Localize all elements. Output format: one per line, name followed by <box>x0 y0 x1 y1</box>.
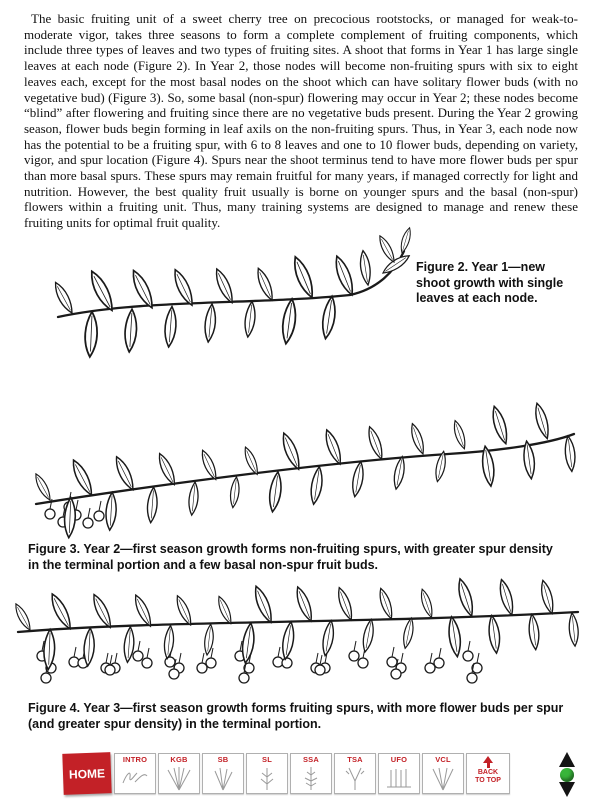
figure2-caption: Figure 2. Year 1—new shoot growth with single leaves at each node. <box>416 260 564 305</box>
figure4-caption: Figure 4. Year 3—first season growth forms fruiting spurs, with more flower buds per spur (and greater spur density) in the terminal portion. <box>28 701 564 731</box>
nav-button-intro[interactable] <box>114 753 156 794</box>
bottom-navigation-bar <box>0 751 600 798</box>
ssa-thumbnail-sketch <box>296 765 326 791</box>
sl-thumbnail-sketch <box>252 765 282 791</box>
scroll-up-arrow-icon[interactable] <box>559 752 575 767</box>
nav-button-vcl[interactable] <box>422 753 464 794</box>
nav-button-label: SSA <box>302 755 320 764</box>
up-arrow-stem <box>487 763 490 768</box>
ufo-thumbnail-sketch <box>384 765 414 791</box>
back-to-top-button[interactable] <box>466 753 510 794</box>
figure3-caption: Figure 3. Year 2—first season growth forms non-fruiting spurs, with greater spur density in the terminal portion and a few basal non-spur fruit buds. <box>28 542 553 572</box>
sb-thumbnail-sketch <box>208 765 238 791</box>
scroll-indicator[interactable] <box>560 768 574 782</box>
nav-button-label: SL <box>262 755 272 764</box>
nav-button-label: UFO <box>390 755 408 764</box>
figure3-illustration <box>28 412 578 537</box>
body-paragraph: The basic fruiting unit of a sweet cherry tree on precocious rootstocks, or managed for weak-to-moderate vigor, takes three seasons to form a complete complement of fruiting components, which include three types of leaves and two types of fruiting sites. A shoot that forms in Year 1 has large single leaves at each node (Figure 2). In Year 2, those nodes will become non-fruiting spurs with six to eight leaves each, except for the most basal nodes on the shoot which can have solitary flower buds (with no vegetative bud) (Figure 3). So, some basal (non-spur) flowering may occur in Year 2; these nodes become “blind” after flowering and fruiting since there are no vegetative buds present. During the Year 2 growing season, flower buds begin forming in leaf axils on the non-fruiting spurs. Thus, in Year 3, each node now has the potential to be a fruiting spur, with 6 to 8 leaves and one to 10 flower buds, depending on variety, vigor, and spur location (Figure 4). Spurs near the shoot terminus tend to have more flower buds per spur than more basal spurs. These spurs may remain fruitful for many years, if managed correctly for light and nutrition. However, the best quality fruit usually is borne on younger spurs and the basal (non-spur) flowers within a fruiting unit. Thus, many training systems are designed to manage and renew these fruiting units for optimal fruit quality. <box>24 11 578 231</box>
page-scroll-widget <box>552 752 582 797</box>
back-to-top-label: BACK TO TOP <box>475 769 501 784</box>
tsa-thumbnail-sketch <box>340 765 370 791</box>
nav-button-strip <box>114 753 464 794</box>
figure4-illustration <box>12 580 590 695</box>
scroll-down-arrow-icon[interactable] <box>559 782 575 797</box>
figure2-illustration <box>52 245 412 360</box>
nav-button-sl[interactable] <box>246 753 288 794</box>
nav-button-sb[interactable] <box>202 753 244 794</box>
nav-button-label: INTRO <box>122 755 148 764</box>
nav-button-kgb[interactable] <box>158 753 200 794</box>
up-arrow-icon <box>483 756 493 763</box>
home-button[interactable]: HOME <box>62 752 111 795</box>
vcl-thumbnail-sketch <box>428 765 458 791</box>
intro-thumbnail-sketch <box>120 765 150 791</box>
nav-button-label: SB <box>217 755 229 764</box>
nav-button-label: VCL <box>435 755 451 764</box>
nav-button-ufo[interactable] <box>378 753 420 794</box>
nav-button-label: TSA <box>347 755 363 764</box>
kgb-thumbnail-sketch <box>164 765 194 791</box>
nav-button-label: KGB <box>170 755 188 764</box>
nav-button-tsa[interactable] <box>334 753 376 794</box>
nav-button-ssa[interactable] <box>290 753 332 794</box>
